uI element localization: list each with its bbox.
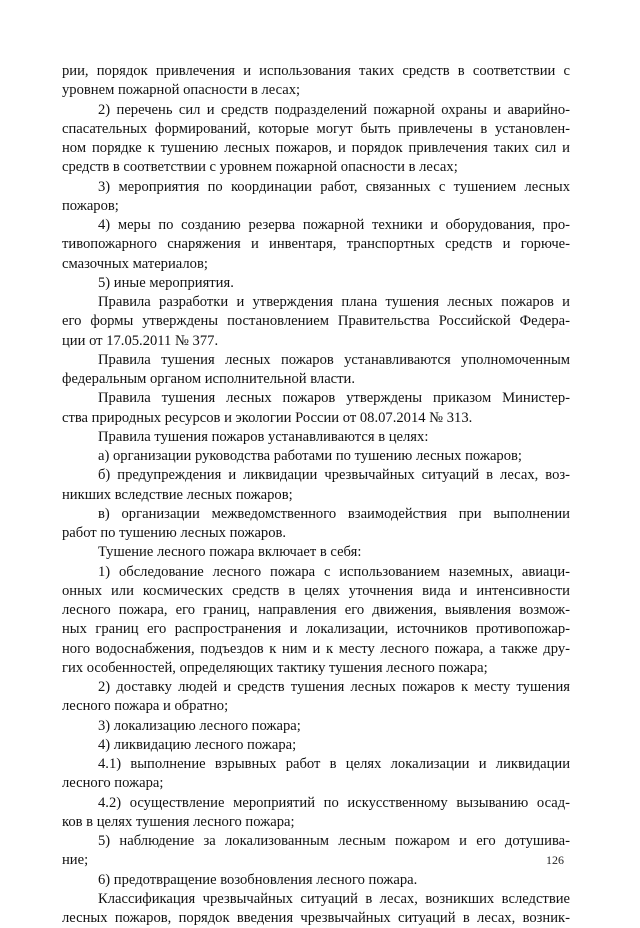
text-line: Правила тушения пожаров устанавливаются в целях: <box>98 428 429 445</box>
text-line: 5) иные мероприятия. <box>98 274 234 291</box>
text-line: Правила тушения лесных пожаров устанавливаются уполномоченным <box>98 351 570 368</box>
document-body <box>62 62 570 928</box>
text-line: в) организации межведомственного взаимодействия при выполнении <box>98 505 570 522</box>
text-line: никших вследствие лесных пожаров; <box>62 486 293 503</box>
text-line: ции от 17.05.2011 № 377. <box>62 332 219 349</box>
text-line: онных или космических средств в целях уточнения вида и интенсивности <box>62 582 570 599</box>
text-line: федеральным органом исполнительной власти. <box>62 371 355 387</box>
text-line: лесных пожаров, порядок введения чрезвычайных ситуаций в лесах, возник- <box>62 910 570 926</box>
text-line: лесного пожара; <box>62 775 164 792</box>
text-line: ных границ его распространения и локализации, источников противопожар- <box>62 621 570 638</box>
text-line: ков в целях тушения лесного пожара; <box>62 813 295 830</box>
text-line: спасательных формирований, которые могут быть привлечены в установлен- <box>62 120 570 137</box>
text-line: 5) наблюдение за локализованным лесным пожаром и его дотушива- <box>98 833 570 849</box>
text-line: 3) мероприятия по координации работ, связанных с тушением лесных <box>98 178 570 195</box>
page-number: 126 <box>546 853 564 867</box>
text-line: 2) доставку людей и средств тушения лесных пожаров к месту тушения <box>98 679 570 695</box>
text-line: Классификация чрезвычайных ситуаций в лесах, возникших вследствие <box>98 890 570 907</box>
text-line: уровнем пожарной опасности в лесах; <box>62 82 301 99</box>
text-line: лесного пожара, его границ, направления его движения, выявления возмож- <box>62 602 570 618</box>
text-line: его формы утверждены постановлением Правительства Российской Федера- <box>62 313 570 330</box>
text-line: смазочных материалов; <box>62 255 208 272</box>
text-line: Правила тушения лесных пожаров утверждены приказом Министер- <box>98 390 570 407</box>
text-line: работ по тушению лесных пожаров. <box>62 525 287 541</box>
text-line: б) предупреждения и ликвидации чрезвычайных ситуаций в лесах, воз- <box>98 467 570 484</box>
text-line: 3) локализацию лесного пожара; <box>98 717 301 734</box>
text-line: ства природных ресурсов и экологии России от 08.07.2014 № 313. <box>62 409 473 426</box>
text-line: а) организации руководства работами по тушению лесных пожаров; <box>98 448 522 464</box>
text-line: гих особенностей, определяющих тактику тушения лесного пожара; <box>62 659 488 676</box>
text-line: 4) ликвидацию лесного пожара; <box>98 736 297 753</box>
text-line: 4.2) осуществление мероприятий по искусственному вызыванию осад- <box>98 794 570 811</box>
text-line: рии, порядок привлечения и использования таких средств в соответствии с <box>62 63 570 79</box>
text-line: 4) меры по созданию резерва пожарной техники и оборудования, про- <box>98 217 570 233</box>
text-line: 4.1) выполнение взрывных работ в целях локализации и ликвидации <box>98 756 570 772</box>
text-line: 6) предотвращение возобновления лесного пожара. <box>98 871 418 888</box>
text-line: Правила разработки и утверждения плана тушения лесных пожаров и <box>98 294 570 310</box>
text-line: средств в соответствии с уровнем пожарной опасности в лесах; <box>62 159 458 176</box>
text-line: ние; <box>62 852 89 869</box>
text-line: ном порядке к тушению лесных пожаров, и порядок привлечения таких сил и <box>62 140 570 156</box>
text-line: 1) обследование лесного пожара с использованием наземных, авиаци- <box>98 563 570 580</box>
text-line: Тушение лесного пожара включает в себя: <box>98 544 362 561</box>
text-line: лесного пожара и обратно; <box>62 698 229 715</box>
text-line: 2) перечень сил и средств подразделений пожарной охраны и аварийно- <box>98 101 570 118</box>
text-line: пожаров; <box>62 197 119 214</box>
text-line: тивопожарного снаряжения и инвентаря, транспортных средств и горюче- <box>62 236 570 253</box>
text-line: ного водоснабжения, подъездов к ним и к месту лесного пожара, а также дру- <box>62 640 570 657</box>
